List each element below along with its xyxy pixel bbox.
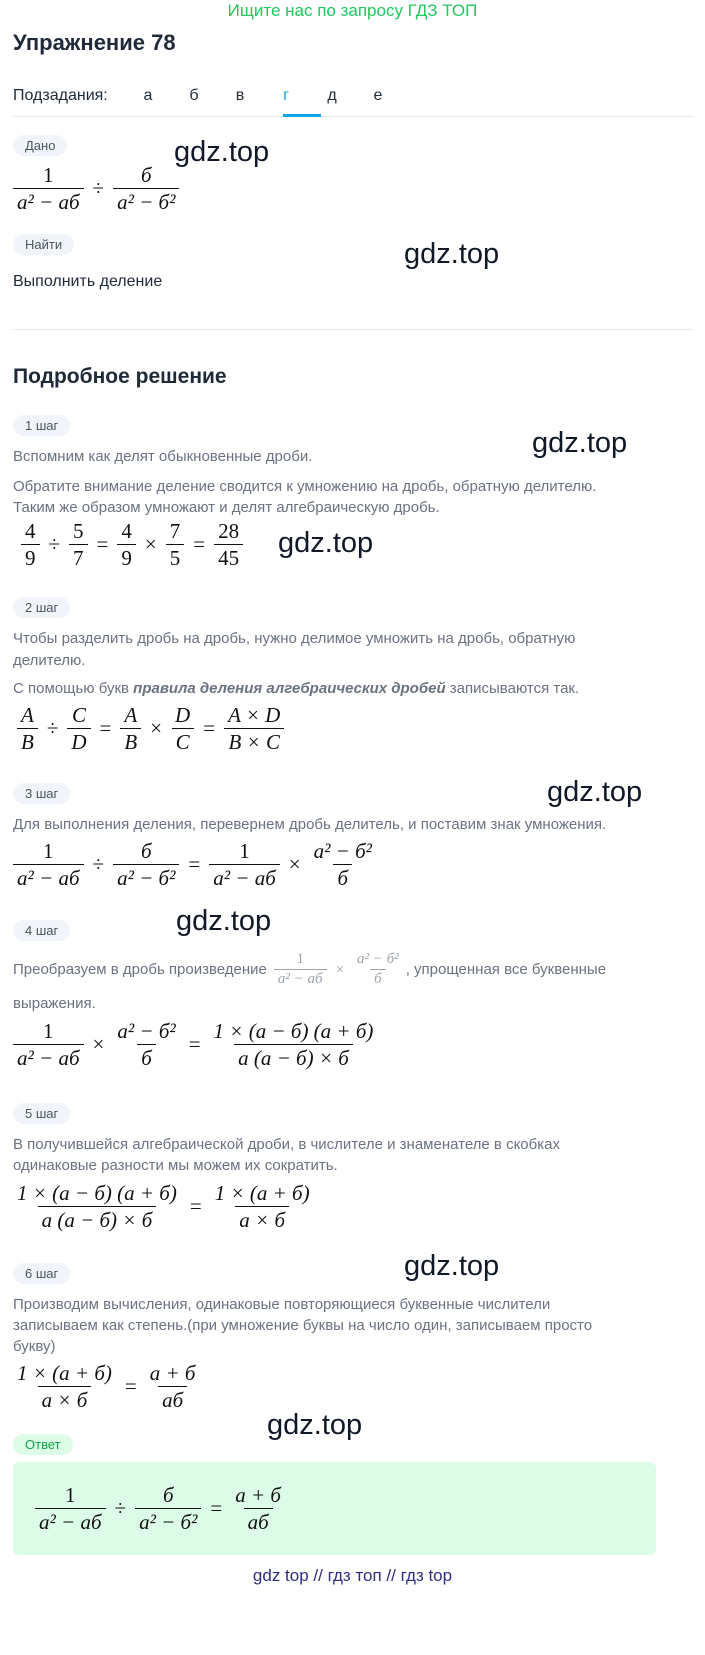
s1-h: 5 [166,544,185,571]
find-pill: Найти [13,234,74,255]
step-1-text-1: Вспомним как делят обыкновенные дроби. [13,448,313,465]
step-4-text-1-post: , упрощенная все буквенные [405,960,607,978]
tab-b[interactable]: б [189,87,199,104]
answer-pill: Ответ [13,1434,73,1455]
step-4-text-1-pre: Преобразуем в дробь произведение [13,960,267,978]
ans-d1: a² − aб [35,1508,106,1535]
step-3-pill: 3 шаг [13,783,70,804]
step-4 [13,920,70,941]
step-6 [13,1263,70,1284]
ans-d3: aб [244,1508,273,1535]
s1-f: 9 [117,544,136,571]
step-2-text-2-bold: правила деления алгебраических дробей [133,680,446,697]
step-6-text-3: букву) [13,1338,56,1355]
step-3-expression [10,838,379,891]
s3-op-mul: × [288,852,301,876]
active-tab-indicator [283,114,321,117]
tab-v[interactable]: в [235,87,245,104]
ans-n1: 1 [65,1483,76,1507]
s3-d1: a² − aб [13,864,84,891]
given-den-2: a² − б² [113,188,179,215]
given-num-2: б [140,163,152,187]
s4-n3: 1 × (a − б) (a + б) [213,1019,374,1043]
s2-c: C [71,703,86,727]
s5-n2: 1 × (a + б) [214,1181,310,1205]
find-section [13,234,74,255]
s2-op-eq: = [99,716,112,740]
s2-h: C [172,728,194,755]
s1-e: 4 [121,519,132,543]
s4-n1: 1 [43,1019,54,1043]
s1-d: 7 [69,544,88,571]
step-1-expression [18,518,246,571]
given-section [13,135,67,156]
step-1-pill: 1 шаг [13,415,70,436]
ans-op-div: ÷ [114,1496,127,1520]
s2-op-div: ÷ [46,716,59,740]
solution-title: Подробное решение [13,365,227,388]
s3-n1: 1 [43,839,54,863]
s2-f: B [120,728,141,755]
step-5-text-2: одинаковые разности мы можем их сократить. [13,1157,338,1174]
s6-op-eq: = [124,1374,137,1398]
given-pill: Дано [13,135,67,156]
subtasks-bar [13,84,693,117]
step-6-text-2: записываем как степень.(при умножение буквы на число один, записываем просто [13,1317,593,1334]
footer-links[interactable]: gdz top // гдз топ // гдз top [252,1566,453,1585]
step-2-text-1: Чтобы разделить дробь на дробь, нужно делимое умножить на дробь, обратную делителю. [13,630,576,669]
step-4-inline-expression [271,950,406,989]
s2-e: A [124,703,138,727]
step-5-expression [10,1180,317,1233]
step-4-pill: 4 шаг [13,920,70,941]
s2-i: A × D [228,703,281,727]
step-3-text-1: Для выполнения деления, перевернем дробь делитель, и поставим знак умножения. [13,816,607,833]
section-divider [13,329,693,330]
s4-d3: a (a − б) × б [234,1044,353,1071]
tab-d[interactable]: д [327,87,337,104]
watermark: gdz.top [547,776,643,808]
s3-n3: 1 [239,839,250,863]
s5-op-eq: = [189,1194,202,1218]
step-4-text-1 [13,950,606,989]
step-2 [13,597,70,618]
s5-d2: a × б [235,1206,289,1233]
find-text: Выполнить деление [13,273,163,290]
given-den-1: a² − aб [13,188,84,215]
answer-expression [32,1482,288,1535]
tab-g[interactable]: г [283,87,289,104]
s6-d1: a × б [38,1386,92,1413]
s2-g: D [175,703,191,727]
watermark: gdz.top [532,427,628,459]
step-2-expression [14,702,287,755]
given-num-1: 1 [43,163,54,187]
s1-b: 9 [21,544,40,571]
ans-n3: a + б [235,1483,281,1507]
step-1-text-3: Таким же образом умножают и делят алгебраическую дробь. [13,499,440,516]
subtasks-label: Подзадания: [13,87,108,104]
s6-d2: aб [158,1386,187,1413]
watermark: gdz.top [267,1409,363,1441]
answer-section [13,1434,73,1455]
s2-op-mul: × [150,716,163,740]
tab-e[interactable]: е [373,87,383,104]
s3-n4: a² − б² [313,839,372,863]
ans-op-eq: = [210,1496,223,1520]
s1-j: 45 [214,544,243,571]
s5-n1: 1 × (a − б) (a + б) [17,1181,177,1205]
s1-op-div: ÷ [48,532,61,556]
watermark: gdz.top [278,527,374,559]
s3-d4: б [333,864,352,891]
s2-d: D [67,728,90,755]
step-2-text-2-pre: С помощью букв [13,680,134,697]
s4-in-d1: a² − aб [274,969,327,989]
s1-c: 5 [73,519,84,543]
s4-op-eq: = [188,1032,201,1056]
s5-d1: a (a − б) × б [38,1206,157,1233]
s4-n2: a² − б² [117,1019,176,1043]
step-5 [13,1103,70,1124]
step-5-text-1: В получившейся алгебраической дроби, в числителе и знаменателе в скобках [13,1136,560,1153]
s4-d1: a² − aб [13,1044,84,1071]
s2-b: B [17,728,38,755]
watermark: gdz.top [404,1250,500,1282]
s2-a: A [21,703,34,727]
step-6-text-1: Производим вычисления, одинаковые повторяющиеся буквенные числители [13,1296,551,1313]
watermark: gdz.top [404,238,500,270]
s3-n2: б [140,839,152,863]
step-5-pill: 5 шаг [13,1103,70,1124]
s4-op-mul: × [92,1032,105,1056]
s3-d3: a² − aб [209,864,280,891]
step-6-expression [10,1360,202,1413]
s1-a: 4 [25,519,36,543]
tab-a[interactable]: а [143,87,153,104]
s4-in-op: × [335,961,345,978]
step-2-pill: 2 шаг [13,597,70,618]
s4-in-d2: б [370,969,386,989]
promo-banner: Ищите нас по запросу ГДЗ ТОП [227,1,478,20]
watermark: gdz.top [174,136,270,168]
step-2-text-2 [13,678,579,700]
s6-n1: 1 × (a + б) [17,1361,112,1385]
step-1 [13,415,70,436]
s2-op-eq2: = [203,716,216,740]
page-title: Упражнение 78 [13,30,176,55]
s1-op-eq: = [96,532,109,556]
step-4-expression [10,1018,380,1071]
step-4-text-2: выражения. [13,995,96,1012]
step-2-text-2-post: записываются так. [445,680,580,697]
s1-g: 7 [169,519,181,543]
s4-in-n2: a² − б² [357,951,399,967]
ans-d2: a² − б² [135,1508,201,1535]
step-6-pill: 6 шаг [13,1263,70,1284]
s3-d2: a² − б² [113,864,179,891]
s1-i: 28 [218,519,240,543]
watermark: gdz.top [176,905,272,937]
s3-op-div: ÷ [92,852,105,876]
s1-op-mul: × [144,532,157,556]
s1-op-eq2: = [193,532,206,556]
s4-in-n1: 1 [296,951,304,967]
s4-d2: б [137,1044,156,1071]
s3-op-eq: = [188,852,201,876]
s6-n2: a + б [149,1361,196,1385]
ans-n2: б [162,1483,174,1507]
given-expression [10,162,182,215]
s2-j: B × C [224,728,284,755]
given-op: ÷ [92,176,105,200]
step-1-text-2: Обратите внимание деление сводится к умножению на дробь, обратную делителю. [13,478,597,495]
step-3 [13,783,70,804]
